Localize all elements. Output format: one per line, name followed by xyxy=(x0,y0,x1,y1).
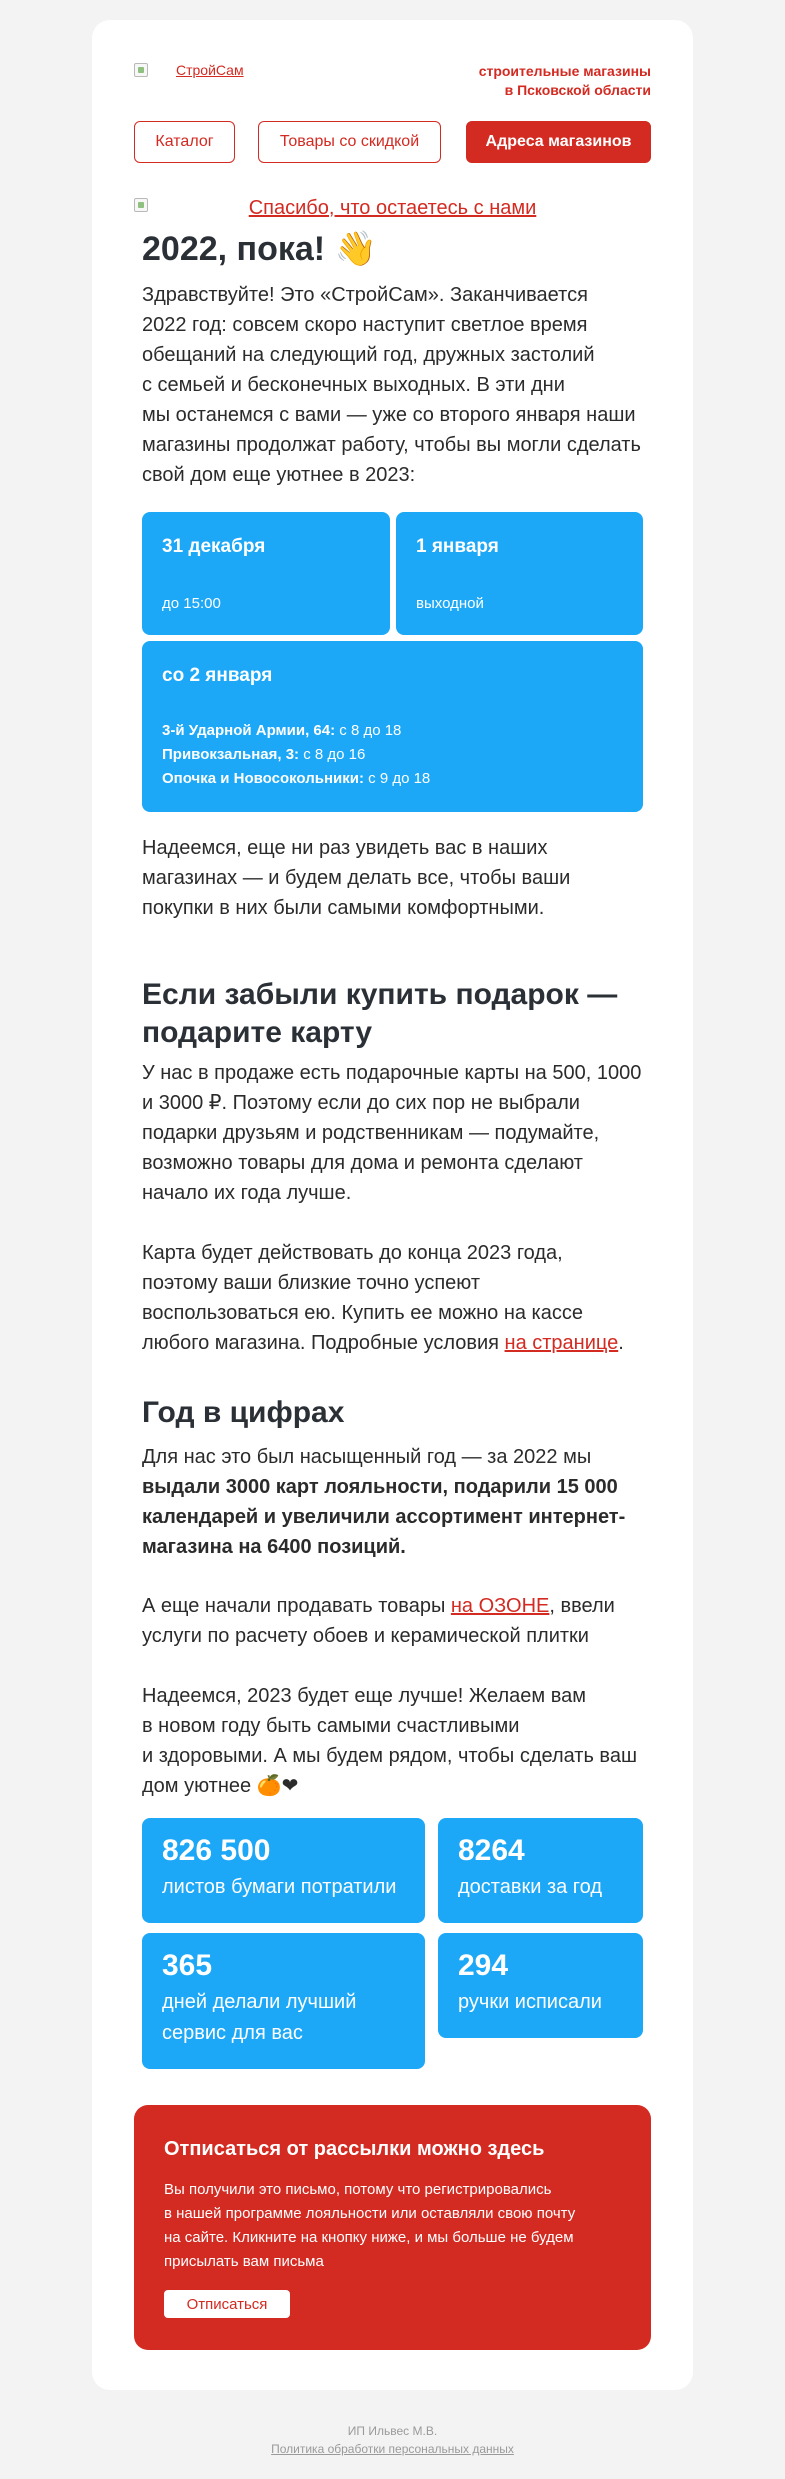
ozon-link[interactable]: на ОЗОНЕ xyxy=(450,1595,550,1617)
stat-card xyxy=(438,1818,643,1923)
banner-link[interactable]: Спасибо, что остаетесь с нами xyxy=(248,196,537,219)
stat-label: ручки исписали xyxy=(458,1991,602,2013)
gift-line: начало их года лучше. xyxy=(142,1182,352,1204)
intro-line: магазины продолжат работу, чтобы вы могли сделать xyxy=(142,434,641,456)
catalog-button[interactable]: Каталог xyxy=(134,121,235,163)
schedule-dec31 xyxy=(142,512,390,635)
closing-line: Надеемся, еще ни раз увидеть вас в наших xyxy=(142,837,548,859)
gift-line: поэтому ваши близкие точно успеют xyxy=(142,1272,480,1294)
year-paragraph-1 xyxy=(142,1442,643,1562)
gift-line: воспользоваться ею. Купить ее можно на кассе xyxy=(142,1302,583,1324)
year-highlight-line: магазина на 6400 позиций. xyxy=(142,1536,406,1558)
email-card xyxy=(92,20,693,2390)
store-name: Опочка и Новосокольники: xyxy=(162,770,364,787)
broken-image-icon xyxy=(134,198,148,212)
closing-line: магазинах — и будем делать все, чтобы ваши xyxy=(142,867,571,889)
intro-line: мы останемся с вами — уже со второго января наши xyxy=(142,404,636,426)
ozon-suffix: , ввели xyxy=(549,1595,615,1617)
intro-line: свой дом еще уютнее в 2023: xyxy=(142,464,416,486)
intro-line: обещаний на следующий год, дружных застолий xyxy=(142,344,595,366)
year-line: Надеемся, 2023 будет еще лучше! Желаем вам xyxy=(142,1685,587,1707)
closing-line: покупки в них были самыми комфортными. xyxy=(142,897,545,919)
store-hours: с 9 до 18 xyxy=(363,770,431,787)
gift-line xyxy=(142,1328,643,1358)
schedule-date: со 2 января xyxy=(162,665,273,686)
gift-paragraph-1 xyxy=(142,1058,643,1208)
year-section xyxy=(142,1394,643,1432)
logo[interactable] xyxy=(134,60,244,80)
schedule-date: 1 января xyxy=(416,536,499,557)
store-hours-row xyxy=(162,767,430,791)
intro-text xyxy=(142,280,643,490)
store-hours-row xyxy=(162,743,365,767)
schedule-jan1 xyxy=(396,512,643,635)
year-line: и здоровыми. А мы будем рядом, чтобы сделать ваш xyxy=(142,1745,637,1767)
intro-title: 2022, пока! 👋 xyxy=(142,230,377,268)
gift-line: и 3000 ₽. Поэтому если до сих пор не выбрали xyxy=(142,1092,580,1114)
store-hours-row xyxy=(162,719,401,743)
store-name: 3-й Ударной Армии, 64: xyxy=(162,722,336,739)
schedule-jan2 xyxy=(142,641,643,812)
year-highlight-line: календарей и увеличили ассортимент интернет- xyxy=(142,1506,626,1528)
footer-links xyxy=(0,2442,785,2456)
gift-paragraph-2 xyxy=(142,1238,643,1358)
stat-card xyxy=(438,1933,643,2038)
intro-section xyxy=(142,229,643,269)
store-name: Привокзальная, 3: xyxy=(162,746,300,763)
gift-line: Карта будет действовать до конца 2023 года, xyxy=(142,1242,563,1264)
gift-line: У нас в продаже есть подарочные карты на 500, 1000 xyxy=(142,1062,642,1084)
tagline-line-1: строительные магазины xyxy=(478,63,651,79)
broken-image-icon xyxy=(134,63,148,77)
year-paragraph-3 xyxy=(142,1681,643,1801)
gift-section xyxy=(142,976,643,1052)
unsubscribe-line: в нашей программе лояльности или оставляли свою почту xyxy=(164,2205,576,2222)
stat-card xyxy=(142,1818,425,1923)
year-line: в новом году быть самыми счастливыми xyxy=(142,1715,520,1737)
stat-number: 294 xyxy=(458,1949,509,1982)
unsubscribe-button[interactable]: Отписаться xyxy=(164,2290,290,2318)
stores-button[interactable]: Адреса магазинов xyxy=(466,121,651,163)
year-paragraph-2 xyxy=(142,1591,643,1651)
unsubscribe-title: Отписаться от рассылки можно здесь xyxy=(164,2138,545,2160)
stat-number: 365 xyxy=(162,1949,213,1982)
year-line xyxy=(142,1591,643,1621)
footer-company: ИП Ильвес М.В. xyxy=(347,2424,438,2438)
schedule-date: 31 декабря xyxy=(162,536,266,557)
stat-label: доставки за год xyxy=(458,1876,603,1898)
privacy-policy-link[interactable]: Политика обработки персональных данных xyxy=(271,2442,514,2456)
stat-label-line: сервис для вас xyxy=(162,2022,303,2044)
tagline xyxy=(431,62,651,100)
stat-label xyxy=(162,1987,356,2049)
store-hours: с 8 до 18 xyxy=(335,722,402,739)
ozon-prefix: А еще начали продавать товары xyxy=(142,1595,451,1617)
year-line: дом уютнее 🍊❤ xyxy=(142,1775,299,1797)
schedule-detail: до 15:00 xyxy=(162,595,221,612)
stat-number: 826 500 xyxy=(162,1834,271,1867)
stat-card xyxy=(142,1933,425,2069)
unsubscribe-line: Вы получили это письмо, потому что регистрировались xyxy=(164,2181,552,2198)
schedule-detail: выходной xyxy=(416,595,484,612)
unsubscribe-line: на сайте. Кликните на кнопку ниже, и мы больше не будем xyxy=(164,2229,574,2246)
conditions-page-link[interactable]: на странице xyxy=(504,1332,619,1354)
unsubscribe-line: присылать вам письма xyxy=(164,2253,324,2270)
stat-label-line: дней делали лучший xyxy=(162,1991,357,2013)
intro-line: Здравствуйте! Это «СтройСам». Заканчивается xyxy=(142,284,588,306)
gift-conditions-prefix: любого магазина. Подробные условия xyxy=(142,1332,505,1354)
sale-button[interactable]: Товары со скидкой xyxy=(258,121,441,163)
year-highlight-line: выдали 3000 карт лояльности, подарили 15 000 xyxy=(142,1476,618,1498)
intro-line: с семьей и бесконечных выходных. В эти дни xyxy=(142,374,565,396)
logo-link[interactable]: СтройСам xyxy=(176,62,244,78)
year-line: Для нас это был насыщенный год — за 2022 мы xyxy=(142,1446,592,1468)
stat-label: листов бумаги потратили xyxy=(162,1876,397,1898)
stat-number: 8264 xyxy=(458,1834,525,1867)
unsubscribe-text xyxy=(164,2178,624,2274)
year-title: Год в цифрах xyxy=(142,1396,345,1429)
tagline-line-2: в Псковской области xyxy=(504,82,651,98)
unsubscribe-block xyxy=(134,2105,651,2350)
banner[interactable] xyxy=(134,196,651,220)
gift-line: подарки друзьям и родственникам — подумайте, xyxy=(142,1122,600,1144)
gift-title-line-2: подарите карту xyxy=(142,1016,373,1049)
intro-line: 2022 год: совсем скоро наступит светлое время xyxy=(142,314,588,336)
gift-line: возможно товары для дома и ремонта сделают xyxy=(142,1152,583,1174)
year-line: услуги по расчету обоев и керамической плитки xyxy=(142,1625,589,1647)
store-hours: с 8 до 16 xyxy=(299,746,366,763)
gift-title-line-1: Если забыли купить подарок — xyxy=(142,978,618,1011)
closing-text xyxy=(142,833,643,923)
gift-conditions-suffix: . xyxy=(618,1332,624,1354)
